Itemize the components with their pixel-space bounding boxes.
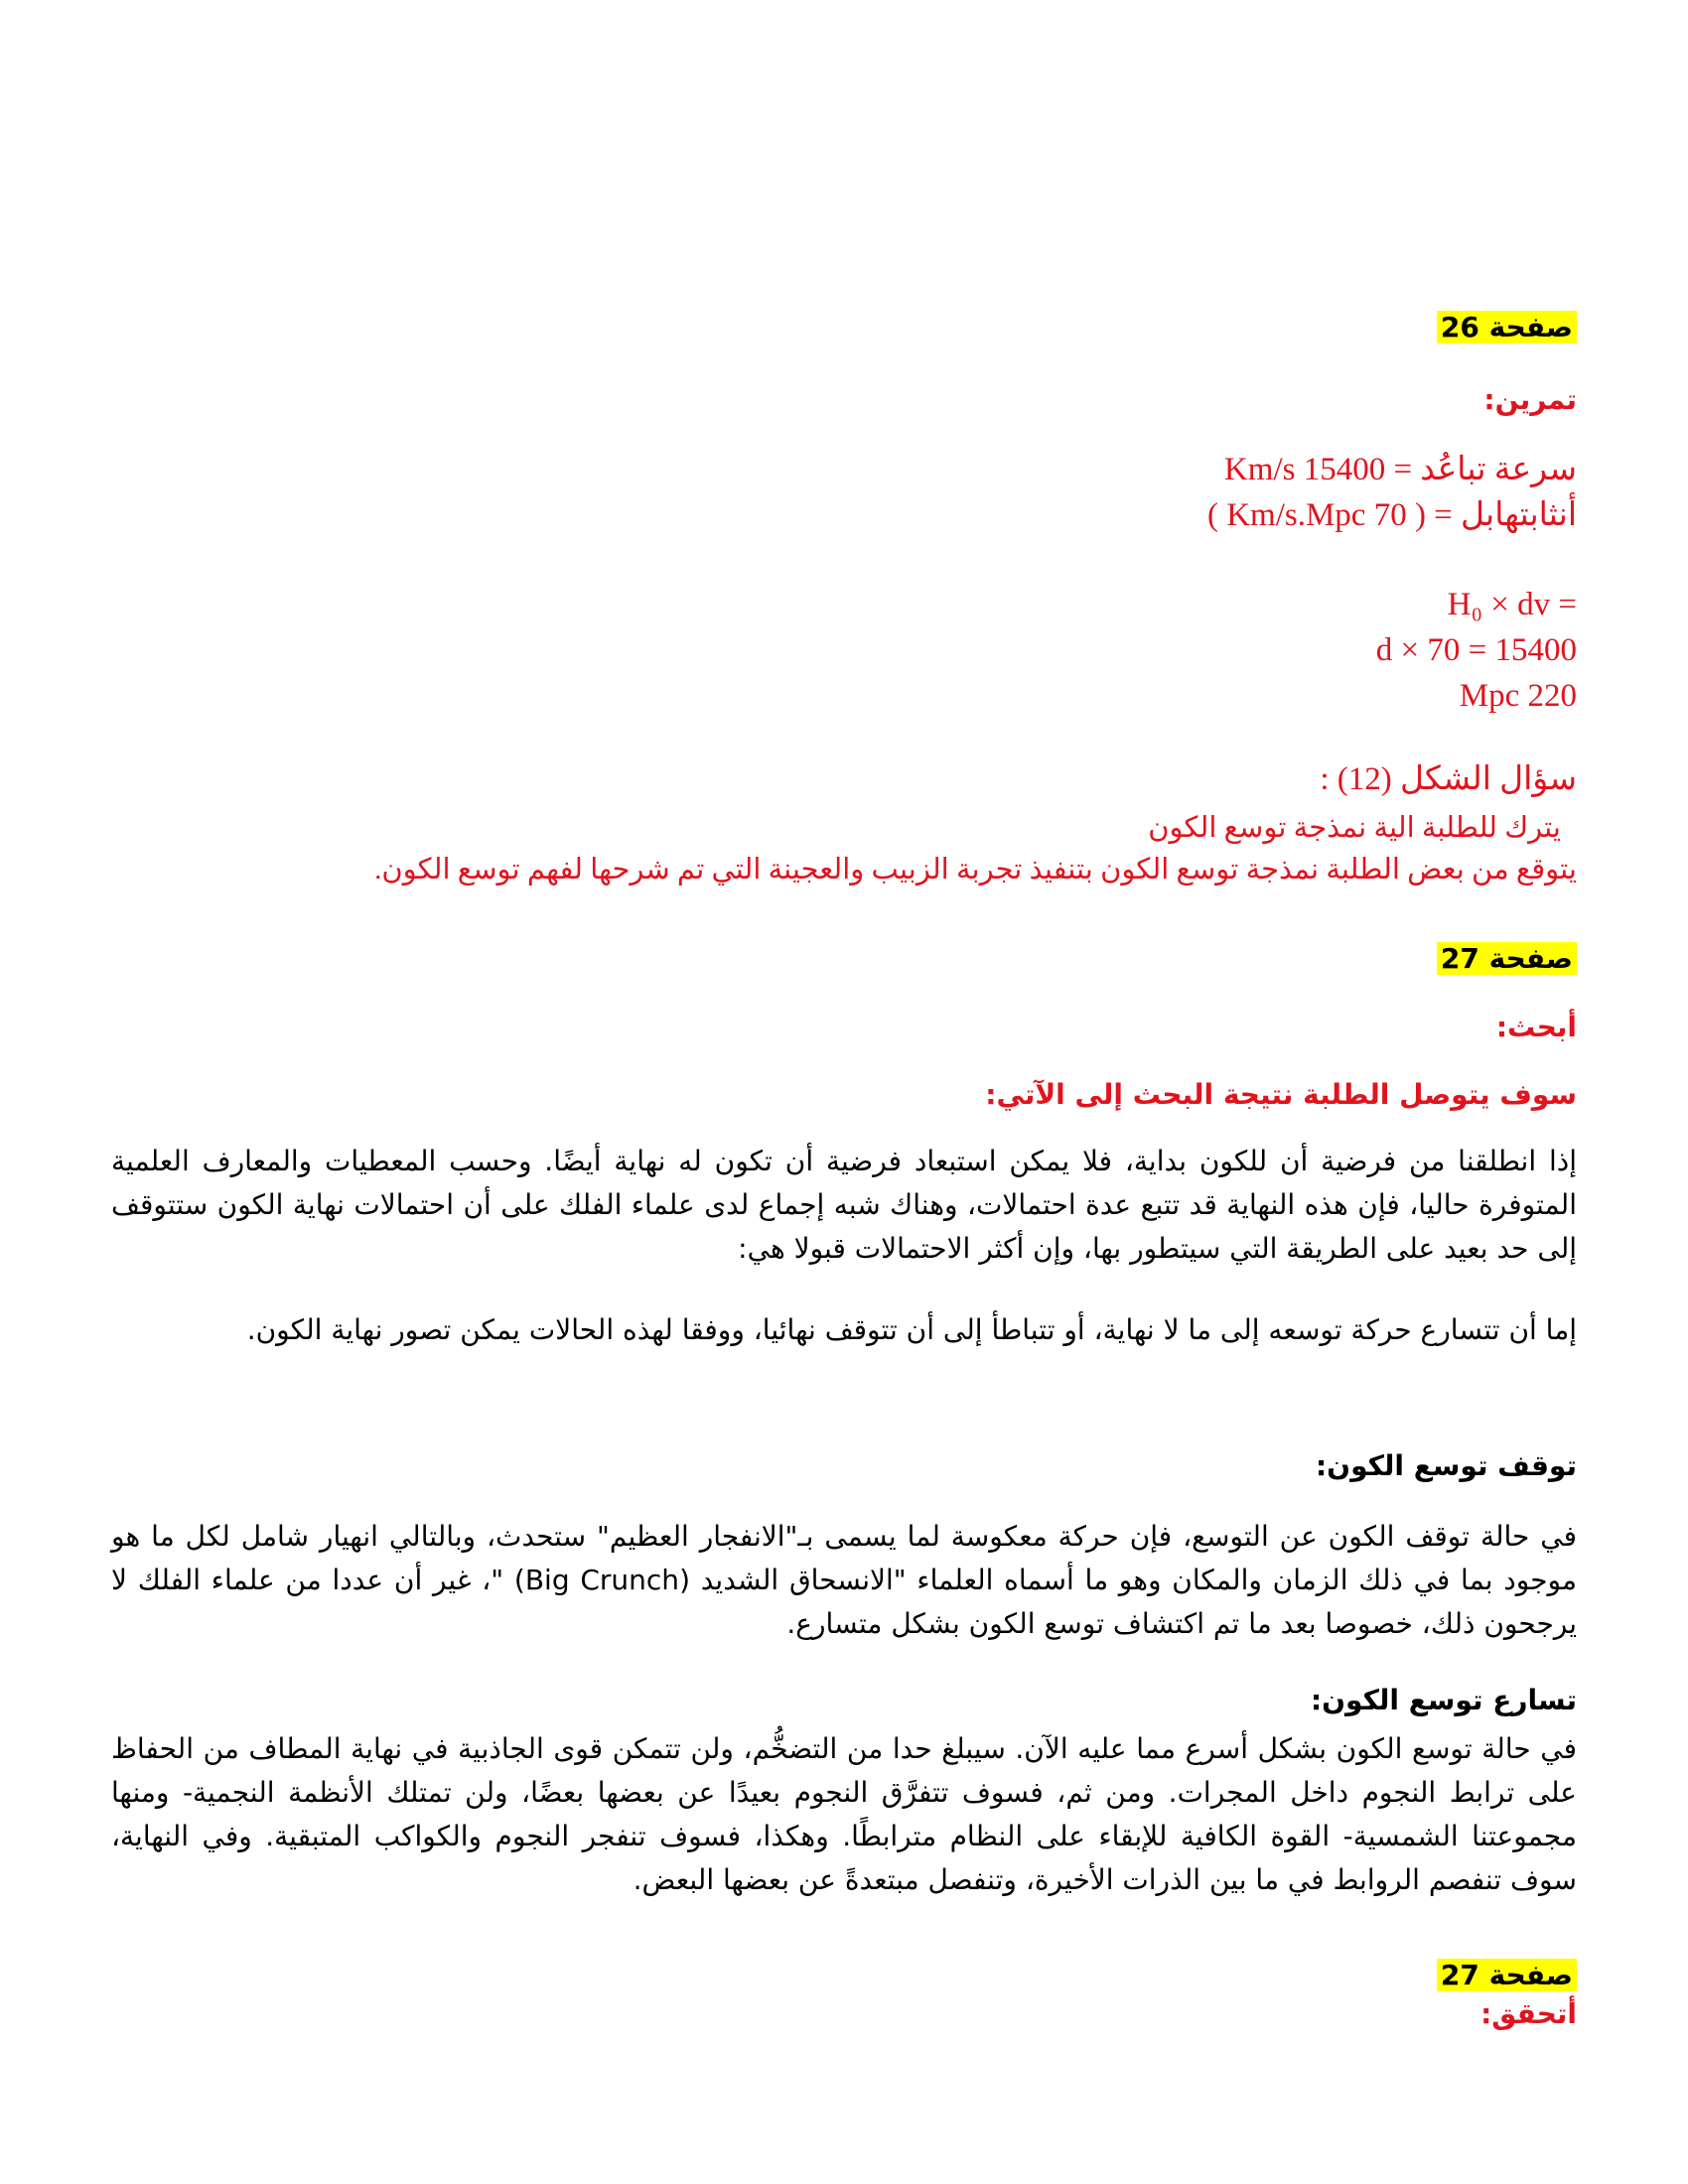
equation-line-4: 15400 = 70 × d bbox=[1375, 632, 1577, 668]
equation-line-3: = H₀ × dv bbox=[1447, 587, 1577, 622]
exercise-title: تمرين: bbox=[1483, 383, 1577, 416]
page-27b-label-row bbox=[111, 1954, 1577, 1997]
figure-answer-1: يترك للطلبة الية نمذجة توسع الكون bbox=[1148, 812, 1561, 844]
equation-line-1: سرعة تباعُد = 15400 Km/s bbox=[1223, 452, 1577, 487]
page-26-label: صفحة 26 bbox=[1437, 311, 1577, 343]
page-27-label: صفحة 27 bbox=[1437, 942, 1577, 975]
page-27-label-row bbox=[111, 937, 1577, 981]
research-paragraph-2: إما أن تتسارع حركة توسعه إلى ما لا نهاية، أو تتباطأ إلى أن تتوقف نهائيا، ووفقا لهذه الحالات يمكن تصور نهاية الكون. bbox=[246, 1313, 1577, 1346]
page-26-label-row bbox=[111, 306, 1577, 349]
equation-line-5: 220 Mpc bbox=[1459, 678, 1577, 714]
equation-line-2: أنثابتهابل = ( 70 Km/s.Mpc ) bbox=[1206, 497, 1577, 533]
figure-answer-2: يتوقع من بعض الطلبة نمذجة توسع الكون بتنفيذ تجربة الزبيب والعجينة التي تم شرحها لفهم توسع الكون. bbox=[374, 854, 1577, 886]
figure-question: سؤال الشكل (12) : bbox=[1320, 761, 1577, 797]
accelerating-expansion-title: تسارع توسع الكون: bbox=[1310, 1684, 1577, 1716]
verify-title: أتحقق: bbox=[1480, 1997, 1577, 2030]
research-result-title: سوف يتوصل الطلبة نتيجة البحث إلى الآتي: bbox=[985, 1078, 1577, 1111]
accelerating-expansion-paragraph: في حالة توسع الكون بشكل أسرع مما عليه الآن. سيبلغ حدا من التضخُّم، ولن تتمكن قوى الجاذبية في نهاية المطاف من الحفاظ على ترابط النجوم داخل المجرات. ومن ثم، فسوف تتفرَّق النجوم بعيدًا عن بعضها بعضًا، ولن تمتلك الأنظمة النجمية- ومنها مجموعتنا الشمسية- القوة الكافية للإبقاء على النظام مترابطًا. وهكذا، فسوف تنفجر النجوم والكواكب المتبقية. وفي النهاية، سوف تنفصم الروابط في ما بين الذرات الأخيرة، وتنفصل مبتعدةً عن بعضها البعض. bbox=[111, 1732, 1577, 1896]
research-paragraph-1: إذا انطلقنا من فرضية أن للكون بداية، فلا يمكن استبعاد فرضية أن تكون له نهاية أيضًا. وحسب المعطيات والمعارف العلمية المتوفرة حاليا، فإن هذه النهاية قد تتبع عدة احتمالات، وهناك شبه إجماع لدى علماء الفلك على أن احتمالات نهاية الكون ستتوقف إلى حد بعيد على الطريقة التي سيتطور بها، وإن أكثر الاحتمالات قبولا هي: bbox=[111, 1145, 1577, 1265]
stop-expansion-paragraph: في حالة توقف الكون عن التوسع، فإن حركة معكوسة لما يسمى بـ"الانفجار العظيم" ستحدث، وبالتالي انهيار شامل لكل ما هو موجود بما في ذلك الزمان والمكان وهو ما أسماه العلماء "الانسحاق الشديد (Big Crunch) "، غير أن عددا من علماء الفلك لا يرجحون ذلك، خصوصا بعد ما تم اكتشاف توسع الكون بشكل متسارع. bbox=[111, 1520, 1578, 1640]
research-title: أبحث: bbox=[1495, 1011, 1577, 1043]
stop-expansion-title: توقف توسع الكون: bbox=[1315, 1449, 1577, 1482]
page-27b-label: صفحة 27 bbox=[1437, 1959, 1577, 1991]
